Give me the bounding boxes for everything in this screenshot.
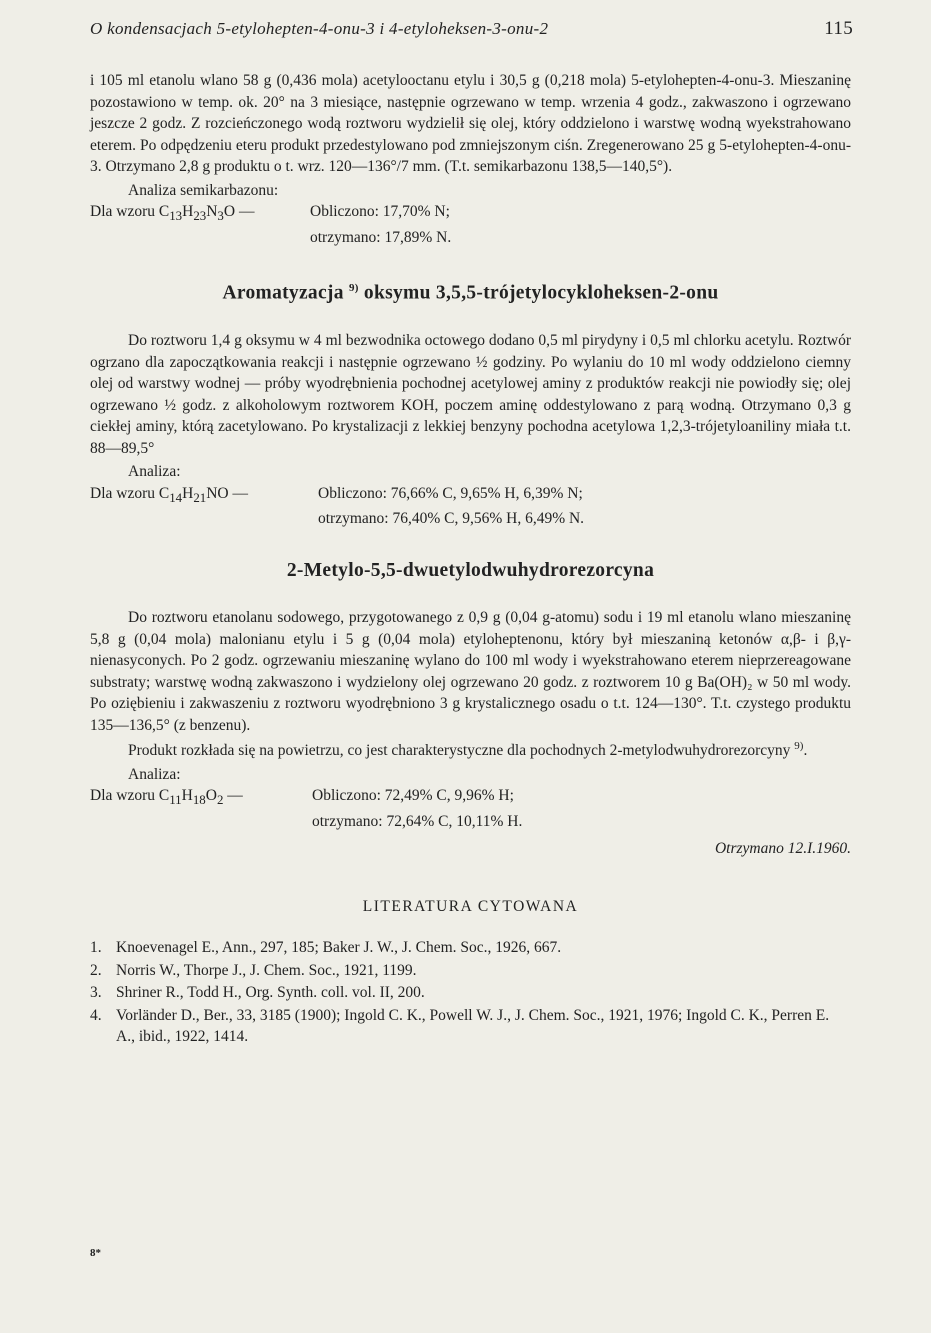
analysis-label: Analiza: (128, 463, 181, 481)
paragraph-continuation: i 105 ml etanolu wlano 58 g (0,436 mola) acetylooctanu etylu i 30,5 g (0,218 mola) 5-etylohepten-4-onu-3. Mieszaninę pozostawiono w temp. ok. 20° na 3 miesiące, następnie ogrzewano w temp. wrzenia 4 godz., zakwaszono i ogrzewano jeszcze 2 godz. Z rozcieńczonego wodą roztworu wydzielił się olej, który oddzielono i warstwę wodną wyekstrahowano eterem. Po odpędzeniu eteru produkt przedestylowano pod zmniejszonym ciśn. Zregenerowano 25 g 5-etylohepten-4-onu-3. Otrzymano 2,8 g produktu o t. wrz. 120—136°/7 mm. (T.t. semikarbazonu 138,5—140,5°). (90, 72, 851, 175)
received-date: Otrzymano 12.I.1960. (714, 840, 851, 858)
analysis-label: Analiza semikarbazonu: (128, 181, 279, 199)
spacer (90, 227, 310, 249)
section-heading-aromatization: Aromatyzacja $^{9)}$ oksymu 3,5,5-trójetylocykloheksen-2-onu (222, 282, 719, 304)
spacer (90, 811, 312, 833)
running-title: O kondensacjach 5-etylohepten-4-onu-3 i 4-etyloheksen-3-onu-2 (90, 19, 549, 38)
calculated-values: Obliczono: 76,66% C, 9,65% H, 6,39% N; (318, 484, 583, 502)
calculated-values: Obliczono: 17,70% N; (310, 203, 450, 220)
reference-item (90, 982, 851, 1004)
formula-c13h23n3o: Dla wzoru $C_{13}H_{23}N_3O$ — (90, 203, 255, 224)
paragraph-stability: Produkt rozkłada się na powietrzu, co jest charakterystyczne dla pochodnych 2-metylodwuhydrorezorcyny $^{9)}$. (128, 740, 808, 760)
running-header (90, 18, 853, 40)
formula-c11h18o2: Dla wzoru $C_{11}H_{18}O_2$ — (90, 787, 243, 808)
reference-number: 3. (90, 984, 102, 1002)
found-values: otrzymano: 76,40% C, 9,56% H, 6,49% N. (318, 510, 585, 528)
analysis-label: Analiza: (128, 765, 181, 783)
calculated-values: Obliczono: 72,49% C, 9,96% H; (312, 787, 514, 805)
reference-text: Knoevenagel E., Ann., 297, 185; Baker J. W., J. Chem. Soc., 1926, 667. (116, 939, 562, 957)
reference-item (90, 960, 851, 982)
signature-mark: 8* (90, 1247, 101, 1259)
reference-number: 1. (90, 939, 102, 957)
literature-heading: LITERATURA CYTOWANA (362, 897, 579, 915)
reference-text: Norris W., Thorpe J., J. Chem. Soc., 1921, 1199. (116, 961, 417, 979)
reference-item (90, 937, 851, 959)
footnote-ref: 9) (794, 740, 804, 753)
footnote-ref: 9) (348, 282, 359, 295)
reference-number: 2. (90, 961, 102, 979)
analysis-block-2 (90, 461, 851, 530)
reference-number: 4. (90, 1006, 102, 1024)
article-body (90, 70, 851, 1049)
found-values: otrzymano: 17,89% N. (310, 228, 452, 246)
paragraph-synthesis: Do roztworu etanolanu sodowego, przygotowanego z 0,9 g (0,04 g-atomu) sodu i 19 ml etanolu wlano mieszaninę 5,8 g (0,04 mola) malonianu etylu i 5 g (0,04 mola) etyloheptenonu, który był mieszaniną ketonów α,β- i β,γ-nienasyconych. Po 2 godz. ogrzewaniu mieszaninę wylano do 100 ml wody i wyekstrahowano eterem nieprzereagowane substraty; warstwę wodną zakwaszono i wydzielony olej ogrzewano 20 godz. z roztworem 10 g Ba(OH)₂ w 50 ml wody. Po oziębieniu i zakwaszeniu z roztworu wyodrębniono 3 g krystalicznego osadu o t.t. 124—130°. T.t. czystego produktu 135—136,5° (z benzenu). (90, 609, 851, 734)
page-number: 115 (824, 18, 853, 39)
paragraph-aromatization: Do roztworu 1,4 g oksymu w 4 ml bezwodnika octowego dodano 0,5 ml pirydyny i 0,5 ml chlorku acetylu. Roztwór ogrzano dla zapoczątkowania reakcji i następnie ogrzewano ½ godziny. Po wylaniu do 10 ml wody oddzielono ciemny olej od warstwy wodnej — próby wyodrębnienia pochodnej acetylowej aminy z produktów reakcji nie powiodły się; olej ogrzewano ½ godz. z alkoholowym roztworem KOH, poczem aminę oddestylowano z parą wodną. Otrzymano 0,3 g ciekłej aminy, którą zacetylowano. Po krystalizacji z lekkiej benzyny pochodna acetylowa 1,2,3-trójetyloaniliny miała t.t. 88—89,5° (90, 332, 851, 457)
reference-text: Vorländer D., Ber., 33, 3185 (1900); Ingold C. K., Powell W. J., J. Chem. Soc., 1921, 1976; Ingold C. K., Perren E. A., ibid., 1922, 1414. (116, 1006, 830, 1046)
reference-item (90, 1005, 851, 1048)
section-heading-dihydroresorcinol: 2-Metylo-5,5-dwuetylodwuhydrorezorcyna (286, 559, 655, 581)
analysis-block-1 (90, 180, 851, 249)
analysis-block-3 (90, 764, 851, 833)
spacer (90, 508, 318, 530)
reference-text: Shriner R., Todd H., Org. Synth. coll. vol. II, 200. (116, 984, 425, 1002)
reference-list (90, 937, 851, 1048)
found-values: otrzymano: 72,64% C, 10,11% H. (312, 812, 523, 830)
formula-c14h21no: Dla wzoru $C_{14}H_{21}NO$ — (90, 484, 248, 505)
